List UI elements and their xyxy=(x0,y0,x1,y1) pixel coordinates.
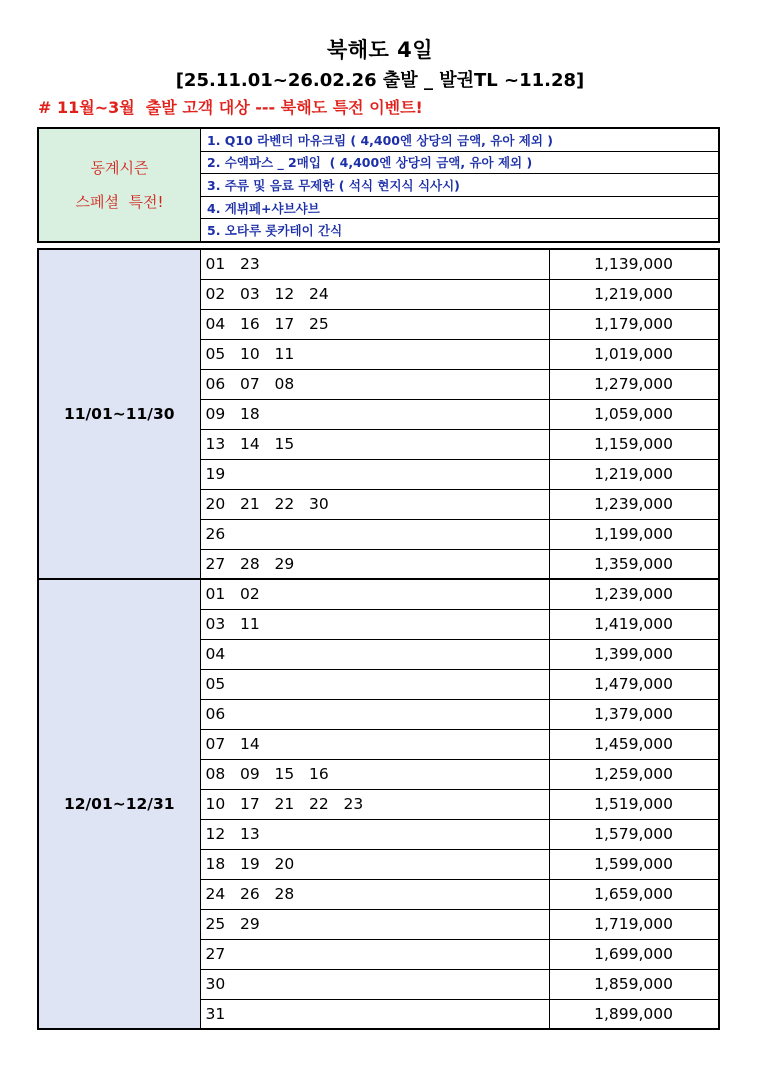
departure-dates-cell: 09 18 xyxy=(200,399,549,429)
promo-label-line2: 스페셜 특전! xyxy=(75,193,164,211)
departure-dates-cell: 04 16 17 25 xyxy=(200,309,549,339)
price-cell: 1,179,000 xyxy=(549,309,719,339)
price-cell: 1,059,000 xyxy=(549,399,719,429)
departure-dates-cell: 20 21 22 30 xyxy=(200,489,549,519)
departure-dates-cell: 05 10 11 xyxy=(200,339,549,369)
departure-dates-cell: 01 23 xyxy=(200,249,549,279)
table-row xyxy=(38,249,719,279)
price-cell: 1,259,000 xyxy=(549,759,719,789)
departure-dates-cell: 30 xyxy=(200,969,549,999)
price-cell: 1,239,000 xyxy=(549,489,719,519)
price-cell: 1,159,000 xyxy=(549,429,719,459)
departure-dates-cell: 05 xyxy=(200,669,549,699)
departure-dates-cell: 27 xyxy=(200,939,549,969)
departure-dates-cell: 24 26 28 xyxy=(200,879,549,909)
price-cell: 1,219,000 xyxy=(549,459,719,489)
table-row xyxy=(38,579,719,609)
departure-dates-cell: 07 14 xyxy=(200,729,549,759)
departure-dates-cell: 04 xyxy=(200,639,549,669)
period-cell: 11/01~11/30 xyxy=(38,249,200,579)
page-title: 북해도 4일 xyxy=(326,38,434,62)
departure-dates-cell: 26 xyxy=(200,519,549,549)
price-cell: 1,599,000 xyxy=(549,849,719,879)
promo-label-cell xyxy=(39,129,201,241)
price-cell: 1,579,000 xyxy=(549,819,719,849)
departure-dates-cell: 06 07 08 xyxy=(200,369,549,399)
promo-item: 1. Q10 라벤더 마유크림 ( 4,400엔 상당의 금액, 유아 제외 ) xyxy=(201,129,718,152)
price-cell: 1,199,000 xyxy=(549,519,719,549)
price-table-body xyxy=(38,249,719,1029)
event-notice: # 11월~3월 출발 고객 대상 --- 북해도 특전 이벤트! xyxy=(38,98,423,117)
promo-item: 4. 게뷔페+샤브샤브 xyxy=(201,197,718,220)
price-cell: 1,519,000 xyxy=(549,789,719,819)
departure-dates-cell: 02 03 12 24 xyxy=(200,279,549,309)
promo-item: 5. 오타루 롯카테이 간식 xyxy=(207,223,343,239)
period-cell: 12/01~12/31 xyxy=(38,579,200,1029)
price-cell: 1,719,000 xyxy=(549,909,719,939)
departure-dates-cell: 12 13 xyxy=(200,819,549,849)
price-cell: 1,399,000 xyxy=(549,639,719,669)
price-cell: 1,659,000 xyxy=(549,879,719,909)
price-cell: 1,239,000 xyxy=(549,579,719,609)
price-cell: 1,019,000 xyxy=(549,339,719,369)
promo-item: 3. 주류 및 음료 무제한 ( 석식 현지식 식사시) xyxy=(201,174,718,197)
departure-dates-cell: 13 14 15 xyxy=(200,429,549,459)
promo-item: 2. 수액파스 _ 2매입 ( 4,400엔 상당의 금액, 유아 제외 ) xyxy=(201,152,718,175)
departure-dates-cell: 08 09 15 16 xyxy=(200,759,549,789)
departure-dates-cell: 19 xyxy=(200,459,549,489)
price-cell: 1,419,000 xyxy=(549,609,719,639)
departure-dates-cell: 01 02 xyxy=(200,579,549,609)
price-cell: 1,279,000 xyxy=(549,369,719,399)
departure-dates-cell: 10 17 21 22 23 xyxy=(200,789,549,819)
price-table xyxy=(37,248,720,1030)
price-cell: 1,219,000 xyxy=(549,279,719,309)
departure-dates-cell: 27 28 29 xyxy=(200,549,549,579)
departure-dates-cell: 03 11 xyxy=(200,609,549,639)
price-cell: 1,139,000 xyxy=(549,249,719,279)
price-cell: 1,899,000 xyxy=(549,999,719,1029)
departure-dates-cell: 18 19 20 xyxy=(200,849,549,879)
price-cell: 1,479,000 xyxy=(549,669,719,699)
price-cell: 1,359,000 xyxy=(549,549,719,579)
price-cell: 1,459,000 xyxy=(549,729,719,759)
promo-items-list xyxy=(201,129,718,241)
departure-period-subtitle: [25.11.01~26.02.26 출발 _ 발권TL ~11.28] xyxy=(175,70,585,91)
departure-dates-cell: 25 29 xyxy=(200,909,549,939)
departure-dates-cell: 31 xyxy=(200,999,549,1029)
promo-box xyxy=(37,127,720,243)
price-cell: 1,859,000 xyxy=(549,969,719,999)
price-cell: 1,699,000 xyxy=(549,939,719,969)
price-cell: 1,379,000 xyxy=(549,699,719,729)
departure-dates-cell: 06 xyxy=(200,699,549,729)
promo-label-line1: 동계시즌 xyxy=(90,159,149,177)
